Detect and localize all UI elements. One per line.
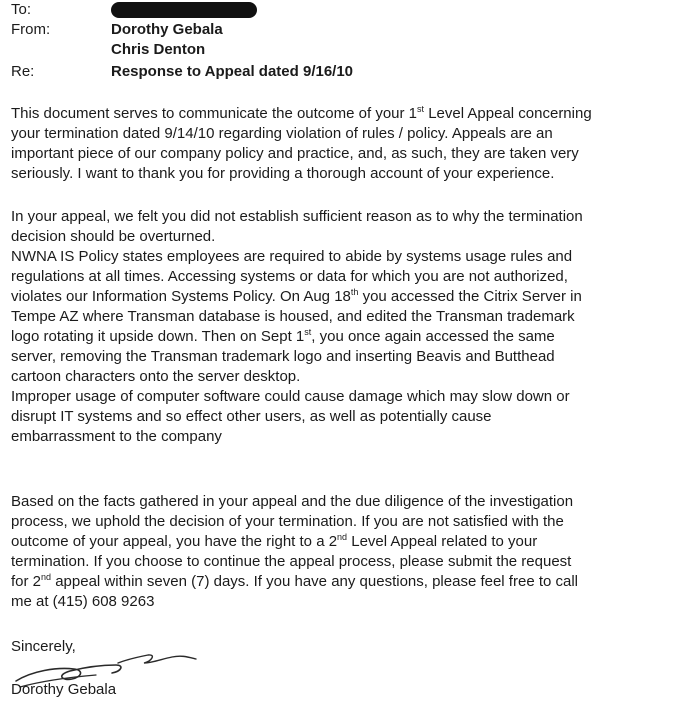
signer-name: Dorothy Gebala xyxy=(11,681,117,698)
text-line: seriously. I want to thank you for providing a thorough account of your experience. xyxy=(11,165,555,182)
text-line: In your appeal, we felt you did not establish sufficient reason as to why the termination xyxy=(11,208,583,225)
text-line: me at (415) 608 9263 xyxy=(11,593,155,610)
text-line: logo rotating it upside down. Then on Sept 1st, you once again accessed the same xyxy=(11,327,555,345)
text-line: important piece of our company policy and practice, and, as such, they are taken very xyxy=(11,145,579,162)
from-name-1: Dorothy Gebala xyxy=(111,21,223,38)
text-line: cartoon characters onto the server desktop. xyxy=(11,368,301,385)
text-line: Improper usage of computer software could cause damage which may slow down or xyxy=(11,388,570,405)
to-row xyxy=(11,0,111,20)
text-line: disrupt IT systems and so effect other users, as well as potentially cause xyxy=(11,408,492,425)
text-line: This document serves to communicate the outcome of your 1st Level Appeal concerning xyxy=(11,104,592,122)
text-line: server, removing the Transman trademark logo and inserting Beavis and Butthead xyxy=(11,348,555,365)
to-label: To: xyxy=(11,1,32,18)
from-row-2 xyxy=(11,40,205,60)
text-line: process, we uphold the decision of your termination. If you are not satisfied with the xyxy=(11,513,564,530)
text-line: embarrassment to the company xyxy=(11,428,222,445)
paragraph-3 xyxy=(11,492,667,612)
redaction-mark xyxy=(111,2,257,18)
from-label: From: xyxy=(11,21,51,38)
from-row xyxy=(11,20,223,40)
text-line: termination. If you choose to continue the appeal process, please submit the request xyxy=(11,553,572,570)
subject-line: Response to Appeal dated 9/16/10 xyxy=(111,63,354,80)
salutation: Sincerely, xyxy=(11,638,76,655)
text-line: your termination dated 9/14/10 regarding violation of rules / policy. Appeals are an xyxy=(11,125,553,142)
text-line: regulations at all times. Accessing systems or data for which you are not authorized, xyxy=(11,268,568,285)
paragraph-2 xyxy=(11,207,667,447)
paragraph-1 xyxy=(11,104,667,184)
text-line: Tempe AZ where Transman database is housed, and edited the Transman trademark xyxy=(11,308,575,325)
text-line: outcome of your appeal, you have the right to a 2nd Level Appeal related to your xyxy=(11,532,538,550)
text-line: Based on the facts gathered in your appeal and the due diligence of the investigation xyxy=(11,493,574,510)
text-line: NWNA IS Policy states employees are required to abide by systems usage rules and xyxy=(11,248,573,265)
re-label: Re: xyxy=(11,63,35,80)
text-line: violates our Information Systems Policy. On Aug 18th you accessed the Citrix Server in xyxy=(11,287,582,305)
from-name-2: Chris Denton xyxy=(111,41,206,58)
text-line: for 2nd appeal within seven (7) days. If you have any questions, please feel free to call xyxy=(11,572,579,590)
text-line: decision should be overturned. xyxy=(11,228,216,245)
re-row xyxy=(11,62,353,82)
